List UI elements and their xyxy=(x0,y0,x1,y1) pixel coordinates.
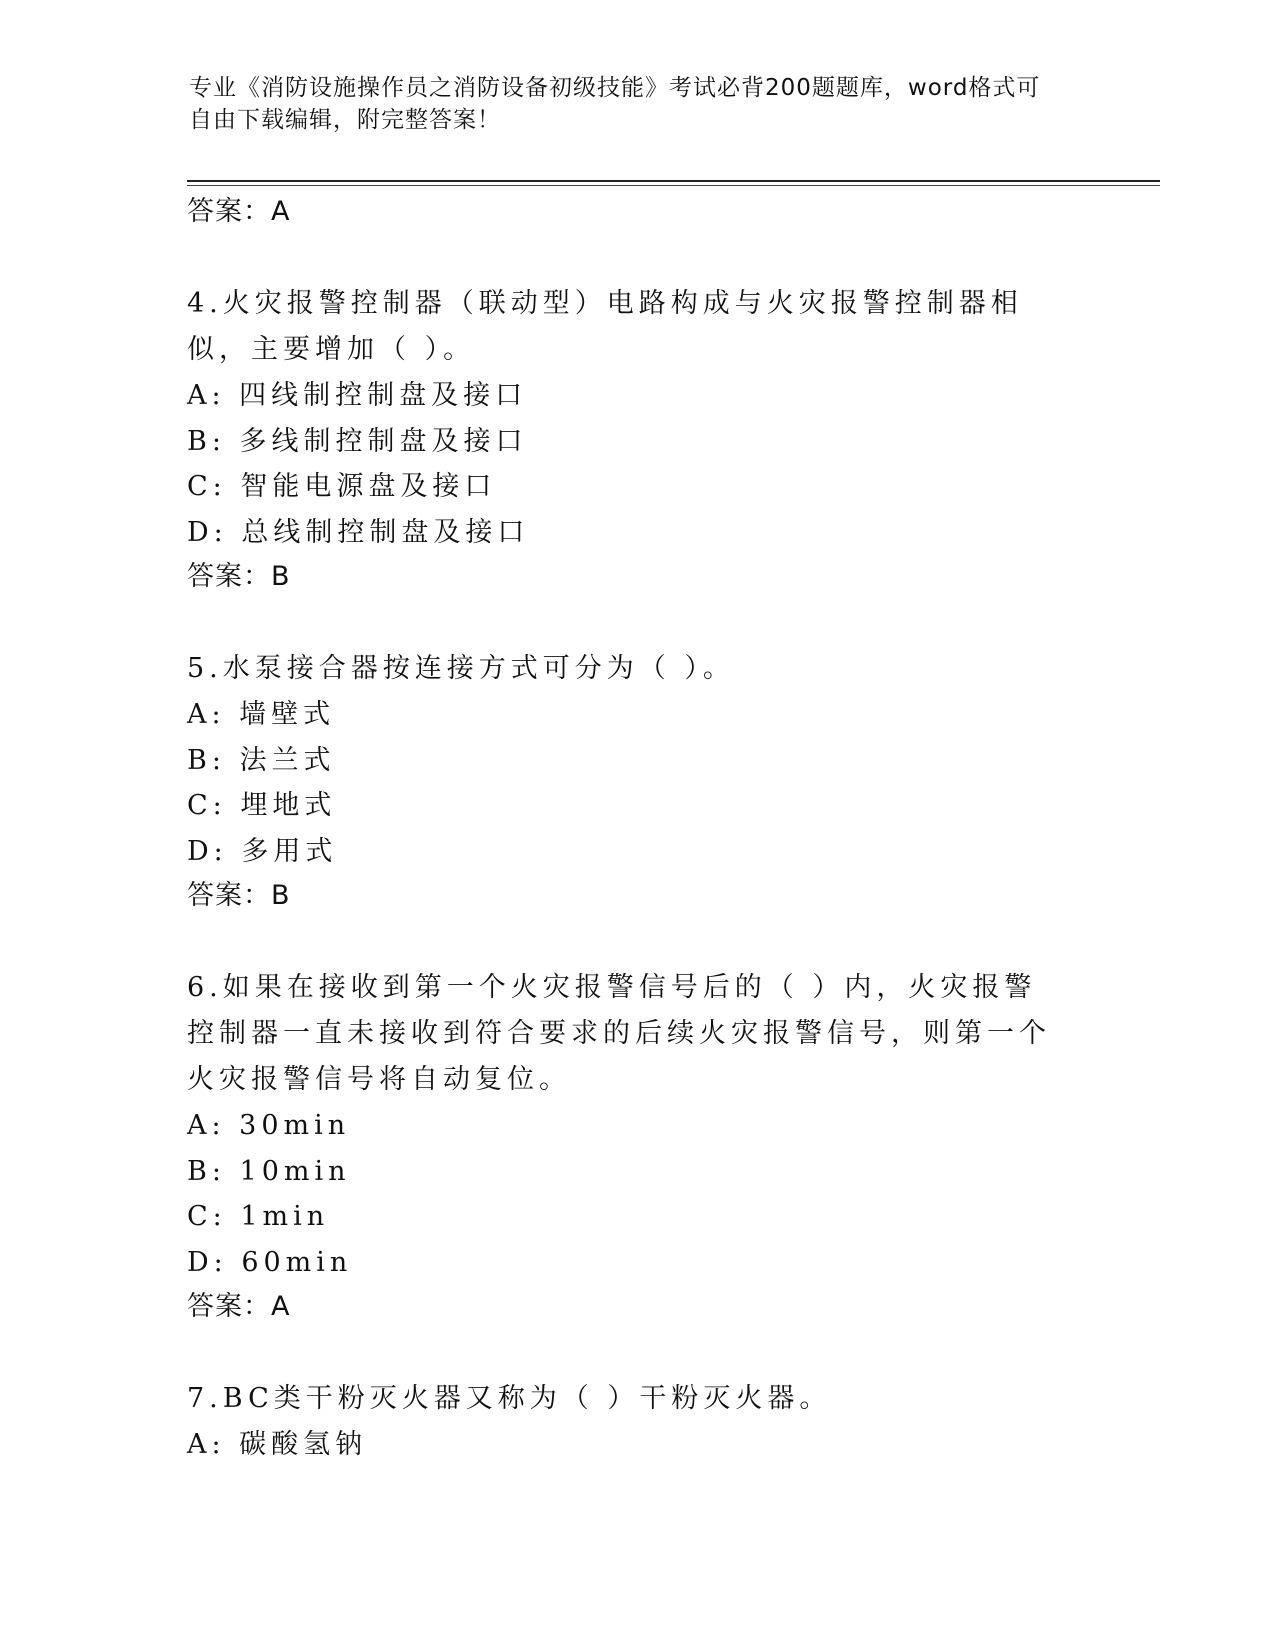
header-divider-thin xyxy=(187,185,1160,186)
option-a: A: 碳酸氢钠 xyxy=(187,1429,368,1460)
header-line-1: 专业《消防设施操作员之消防设备初级技能》考试必背200题题库，word格式可 xyxy=(189,75,1041,101)
answer-line: 答案：B xyxy=(187,880,291,911)
option-b: B: 法兰式 xyxy=(187,744,336,776)
question-text: 4.火灾报警控制器（联动型）电路构成与火灾报警控制器相似，主要增加（ ）。 xyxy=(187,288,1023,365)
option-d: D: 总线制控制盘及接口 xyxy=(187,516,530,548)
question-text: 6.如果在接收到第一个火灾报警信号后的（ ）内，火灾报警控制器一直未接收到符合要求的后续火灾报警信号，则第一个火灾报警信号将自动复位。 xyxy=(187,972,1051,1095)
question-block-4 xyxy=(187,281,1067,599)
question-block-7 xyxy=(187,1376,1067,1468)
answer-line: 答案：A xyxy=(187,1291,291,1322)
question-text: 7.BC类干粉灭火器又称为（ ）干粉灭火器。 xyxy=(187,1383,832,1414)
document-header xyxy=(189,72,1089,136)
question-list xyxy=(187,190,1067,1468)
question-block-5 xyxy=(187,646,1067,918)
option-c: C: 1min xyxy=(187,1201,330,1232)
answer-line: 答案：B xyxy=(187,561,291,592)
option-a: A: 四线制控制盘及接口 xyxy=(187,380,528,411)
question-block-6 xyxy=(187,965,1067,1329)
option-c: C: 智能电源盘及接口 xyxy=(187,471,497,502)
answer-line: 答案：A xyxy=(187,196,291,227)
question-text: 5.水泵接合器按连接方式可分为（ ）。 xyxy=(187,653,735,684)
option-a: A: 墙壁式 xyxy=(187,699,336,730)
option-d: D: 60min xyxy=(187,1246,353,1278)
option-b: B: 10min xyxy=(187,1155,351,1187)
option-c: C: 埋地式 xyxy=(187,790,337,821)
option-d: D: 多用式 xyxy=(187,835,338,867)
header-divider xyxy=(187,180,1160,182)
header-line-2: 自由下载编辑，附完整答案！ xyxy=(189,107,501,133)
option-b: B: 多线制控制盘及接口 xyxy=(187,425,528,457)
option-a: A: 30min xyxy=(187,1110,351,1141)
